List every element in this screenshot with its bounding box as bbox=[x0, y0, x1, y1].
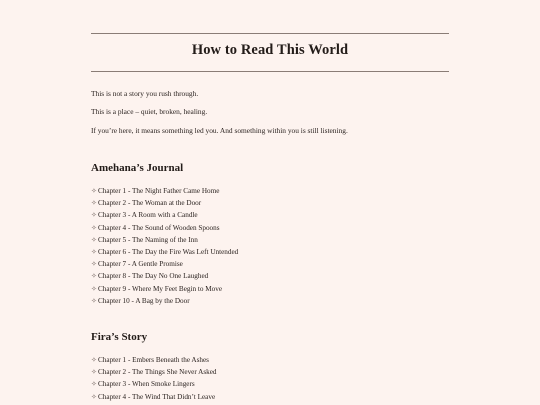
chapter-item[interactable] bbox=[91, 354, 217, 366]
intro-line-1: This is not a story you rush through. bbox=[91, 89, 199, 98]
diamond-bullet-icon: ✧ bbox=[91, 296, 97, 305]
chapter-link[interactable]: Chapter 4 - The Sound of Wooden Spoons bbox=[98, 223, 220, 232]
chapter-link[interactable]: Chapter 1 - The Night Father Came Home bbox=[98, 187, 220, 195]
diamond-bullet-icon: ✧ bbox=[91, 187, 97, 195]
chapter-link[interactable]: Chapter 8 - The Day No One Laughed bbox=[98, 272, 209, 281]
diamond-bullet-icon: ✧ bbox=[91, 247, 97, 256]
chapter-item[interactable] bbox=[91, 258, 238, 270]
diamond-bullet-icon: ✧ bbox=[91, 260, 97, 269]
diamond-bullet-icon: ✧ bbox=[91, 284, 97, 293]
diamond-bullet-icon: ✧ bbox=[91, 356, 97, 364]
chapter-item[interactable] bbox=[91, 246, 238, 258]
diamond-bullet-icon: ✧ bbox=[91, 380, 97, 389]
chapter-item[interactable] bbox=[91, 209, 238, 221]
chapter-link[interactable]: Chapter 3 - When Smoke Lingers bbox=[98, 380, 195, 389]
chapter-item[interactable] bbox=[91, 270, 238, 282]
intro-line-3: If you’re here, it means something led you. And something within you is still listening. bbox=[91, 126, 348, 135]
page-title: How to Read This World bbox=[191, 42, 349, 58]
section-heading-fira: Fira’s Story bbox=[91, 331, 148, 343]
diamond-bullet-icon: ✧ bbox=[91, 199, 97, 208]
diamond-bullet-icon: ✧ bbox=[91, 392, 97, 401]
chapter-link[interactable]: Chapter 6 - The Day the Fire Was Left Untended bbox=[98, 247, 239, 256]
chapter-item[interactable] bbox=[91, 283, 238, 295]
diamond-bullet-icon: ✧ bbox=[91, 223, 97, 232]
chapter-link[interactable]: Chapter 3 - A Room with a Candle bbox=[98, 211, 198, 220]
chapter-link[interactable]: Chapter 10 - A Bag by the Door bbox=[98, 296, 190, 305]
title-bottom-rule bbox=[91, 71, 449, 72]
diamond-bullet-icon: ✧ bbox=[91, 368, 97, 377]
chapter-item[interactable] bbox=[91, 391, 217, 403]
chapter-link[interactable]: Chapter 7 - A Gentle Promise bbox=[98, 260, 183, 269]
chapter-link[interactable]: Chapter 1 - Embers Beneath the Ashes bbox=[98, 356, 209, 364]
diamond-bullet-icon: ✧ bbox=[91, 235, 97, 244]
diamond-bullet-icon: ✧ bbox=[91, 211, 97, 220]
diamond-bullet-icon: ✧ bbox=[91, 272, 97, 281]
chapter-item[interactable] bbox=[91, 197, 238, 209]
chapter-item[interactable] bbox=[91, 378, 217, 390]
chapter-item[interactable] bbox=[91, 234, 238, 246]
intro-line-2: This is a place – quiet, broken, healing. bbox=[91, 107, 208, 116]
chapter-link[interactable]: Chapter 9 - Where My Feet Begin to Move bbox=[98, 284, 223, 293]
chapter-link[interactable]: Chapter 5 - The Naming of the Inn bbox=[98, 235, 198, 244]
chapter-link[interactable]: Chapter 2 - The Things She Never Asked bbox=[98, 368, 217, 377]
chapter-list-fira bbox=[91, 354, 217, 403]
chapter-item[interactable] bbox=[91, 366, 217, 378]
chapter-item[interactable] bbox=[91, 185, 238, 197]
chapter-link[interactable]: Chapter 2 - The Woman at the Door bbox=[98, 199, 202, 208]
chapter-item[interactable] bbox=[91, 295, 238, 307]
chapter-link[interactable]: Chapter 4 - The Wind That Didn’t Leave bbox=[98, 392, 216, 401]
section-heading-amehana: Amehana’s Journal bbox=[91, 162, 184, 174]
title-top-rule bbox=[91, 33, 449, 34]
chapter-item[interactable] bbox=[91, 222, 238, 234]
chapter-list-amehana bbox=[91, 185, 238, 307]
